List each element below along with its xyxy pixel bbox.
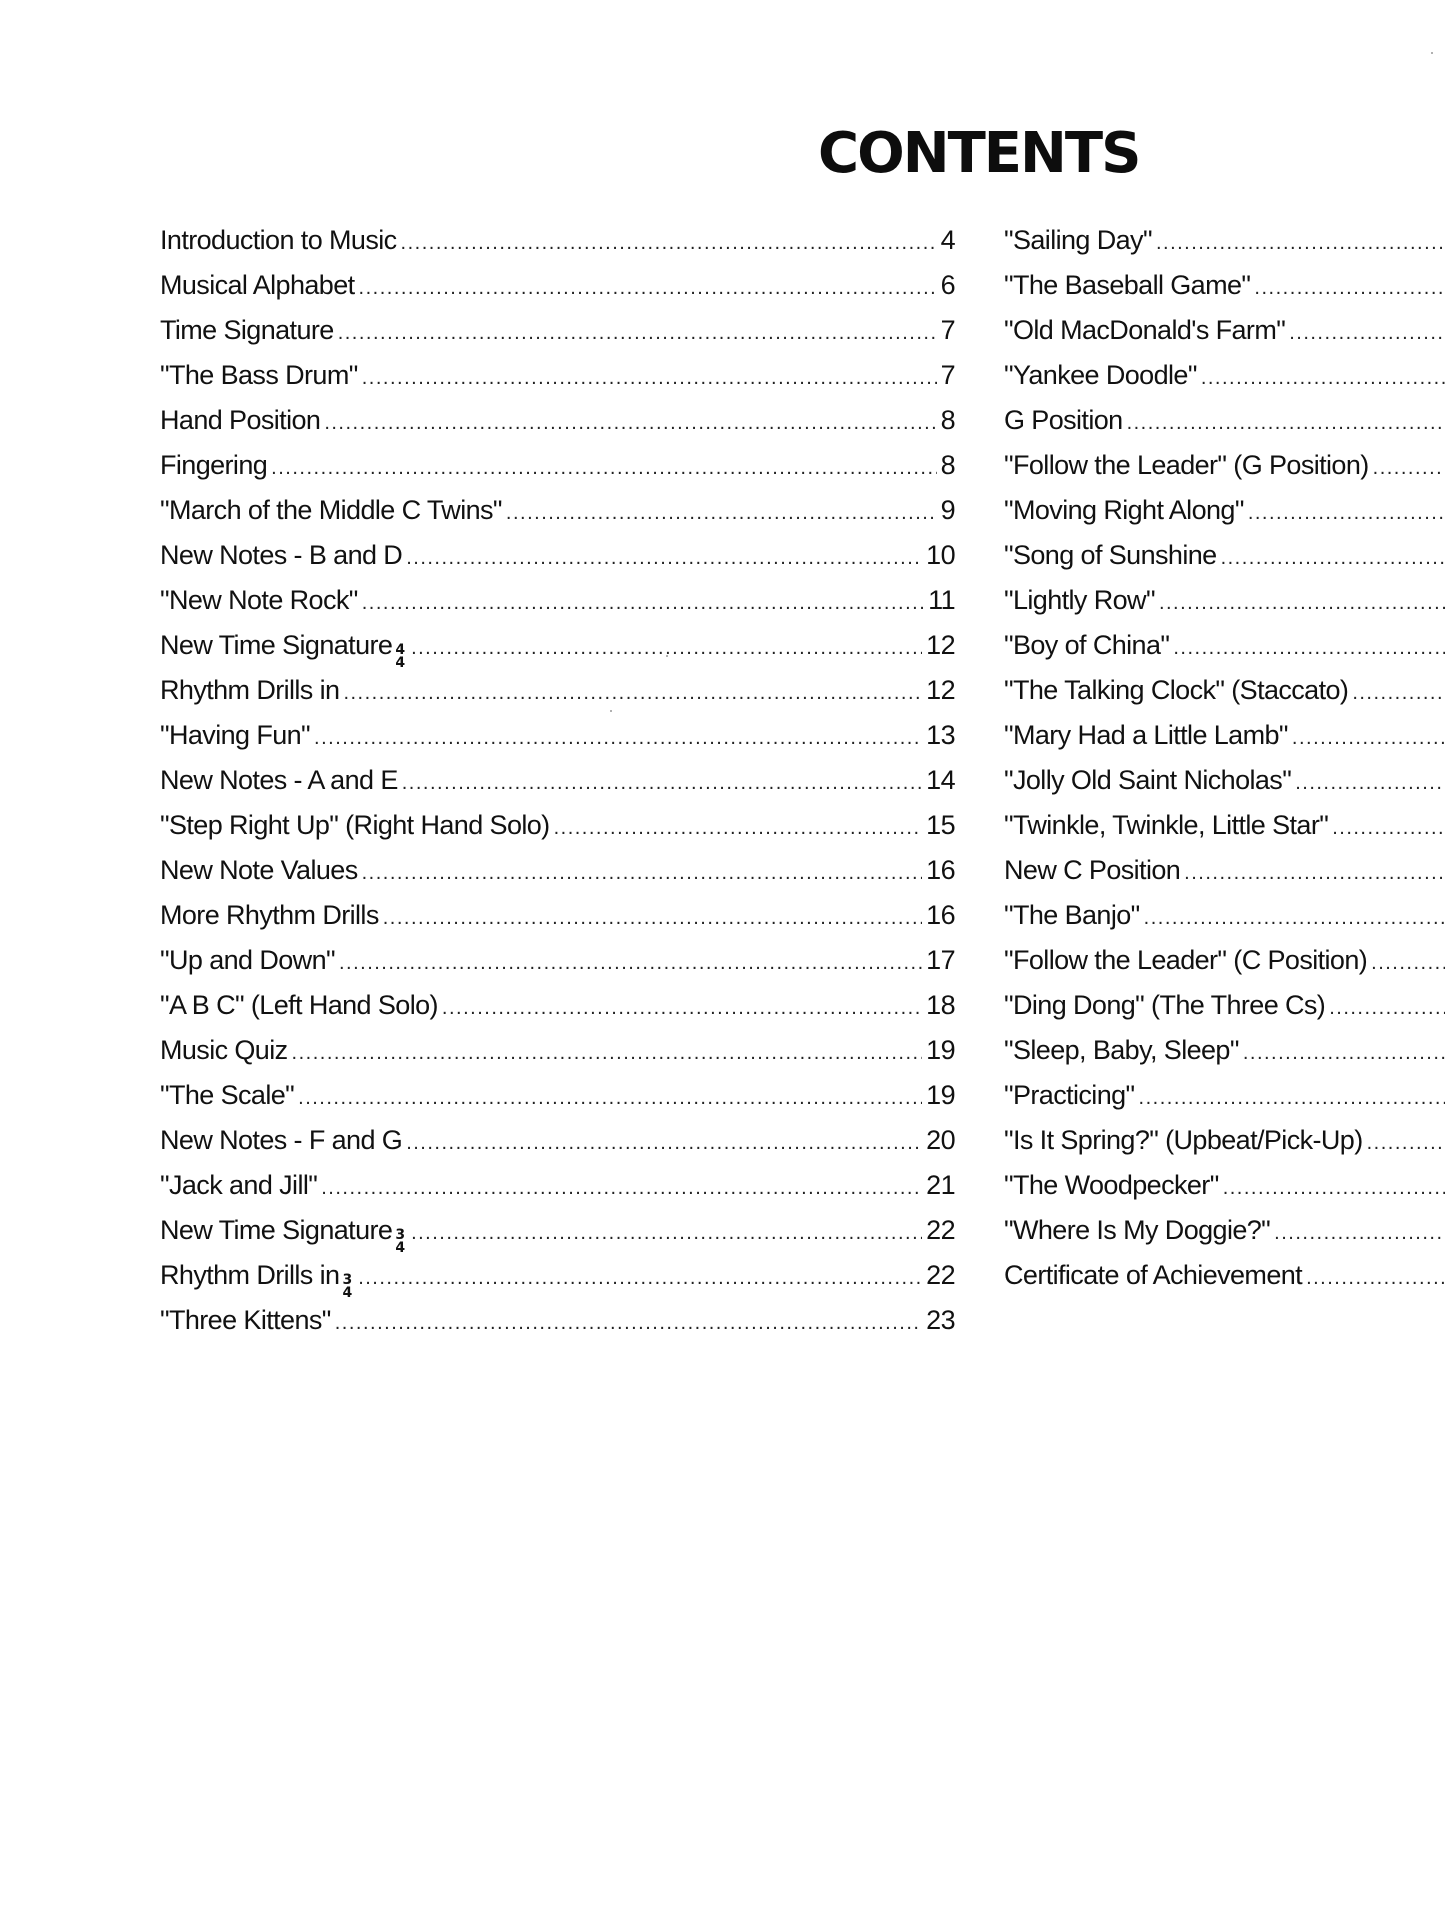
toc-entry-title: "Sailing Day" [1004,225,1152,255]
toc-entry-title: "Boy of China" [1004,630,1170,660]
toc-entry [160,668,955,713]
toc-entry [1004,488,1445,533]
dot-leader [1139,1076,1445,1121]
toc-entry [1004,1163,1445,1208]
toc-entry-title: New Notes - B and D [160,540,403,570]
dot-leader [1127,401,1445,446]
dot-leader [362,581,924,626]
toc-entry-title: "March of the Middle C Twins" [160,495,502,525]
toc-entry-title: "The Bass Drum" [160,360,358,390]
toc-entry-title: Rhythm Drills in [160,1260,340,1290]
toc-page-number: 22 [926,1215,955,1245]
toc-left-column [160,218,955,1343]
toc-entry [160,938,955,983]
toc-entry [1004,578,1445,623]
dot-leader [1295,761,1445,806]
toc-entry-title: "The Scale" [160,1080,295,1110]
toc-entry [160,983,955,1028]
dot-leader [411,1211,922,1256]
toc-entry [160,398,955,443]
toc-page-number: 7 [940,360,955,390]
time-signature-bottom: 4 [342,1285,353,1301]
time-signature-symbol [395,644,405,670]
dot-leader [1254,266,1445,311]
toc-entry [160,578,955,623]
toc-page-number: 16 [926,855,955,885]
toc-entry-title: "Where Is My Doggie?" [1004,1215,1271,1245]
dot-leader [1201,356,1445,401]
toc-page-number: 16 [926,900,955,930]
toc-entry [160,1253,955,1301]
toc-entry [1004,1028,1445,1073]
dot-leader [1248,491,1445,536]
toc-entry-title: "Song of Sunshine [1004,540,1217,570]
toc-entry-title: "Old MacDonald's Farm" [1004,315,1286,345]
toc-page-number: 4 [940,225,955,255]
toc-entry [1004,1073,1445,1118]
dot-leader [271,446,936,491]
toc-page-number: 8 [940,450,955,480]
toc-page-number: 11 [928,585,955,615]
toc-page-number: 14 [926,765,955,795]
toc-entry [160,1163,955,1208]
dot-leader [1156,221,1445,266]
dot-leader [1274,1211,1445,1256]
dot-leader [1292,716,1445,761]
toc-entry-title: New Note Values [160,855,358,885]
toc-entry [1004,803,1445,848]
toc-page-number: 10 [926,540,955,570]
toc-page-number: 21 [926,1170,955,1200]
toc-entry [1004,1118,1445,1163]
toc-entry-title: Certificate of Achievement [1004,1260,1303,1290]
toc-page-number: 13 [926,720,955,750]
toc-entry-title: Music Quiz [160,1035,288,1065]
dot-leader [406,1121,922,1166]
dot-leader [1144,896,1445,941]
toc-page-number: 18 [926,990,955,1020]
toc-entry-title: "Jack and Jill" [160,1170,318,1200]
toc-entry [1004,713,1445,758]
toc-page-number: 19 [926,1035,955,1065]
toc-entry [160,488,955,533]
dot-leader [324,401,936,446]
toc-entry-title: "New Note Rock" [160,585,358,615]
dot-leader [1173,626,1445,671]
toc-entry [1004,308,1445,353]
dot-leader [1367,1121,1445,1166]
toc-entry [160,623,955,671]
toc-entry [1004,1253,1445,1298]
toc-entry [1004,623,1445,668]
toc-entry [160,1073,955,1118]
toc-entry [1004,983,1445,1028]
dot-leader [1329,986,1445,1031]
toc-entry [1004,938,1445,983]
toc-entry [160,758,955,803]
toc-entry-title: New C Position [1004,855,1181,885]
toc-entry-title: "Follow the Leader" (C Position) [1004,945,1368,975]
toc-page-number: 8 [940,405,955,435]
dot-leader [506,491,937,536]
time-signature-top: 3 [342,1272,353,1288]
scan-speck [666,655,668,657]
toc-page-number: 15 [926,810,955,840]
dot-leader [1243,1031,1445,1076]
toc-entry-title: "Up and Down" [160,945,335,975]
toc-entry [1004,533,1445,578]
dot-leader [314,716,922,761]
toc-entry-title: Introduction to Music [160,225,397,255]
scan-speck [1431,52,1433,54]
dot-leader [442,986,922,1031]
toc-entry-title: Hand Position [160,405,321,435]
toc-entry [160,848,955,893]
dot-leader [335,1301,922,1346]
dot-leader [383,896,922,941]
toc-entry-title: Rhythm Drills in [160,675,340,705]
toc-page-number: 23 [926,1305,955,1335]
dot-leader [406,536,922,581]
toc-entry [1004,1208,1445,1253]
dot-leader [1184,851,1445,896]
toc-entry-title: "Ding Dong" (The Three Cs) [1004,990,1326,1020]
toc-entry-title: "Step Right Up" (Right Hand Solo) [160,810,550,840]
toc-entry-title: Time Signature [160,315,334,345]
toc-entry-title: "The Woodpecker" [1004,1170,1219,1200]
toc-entry-title: "Jolly Old Saint Nicholas" [1004,765,1292,795]
dot-leader [402,761,922,806]
dot-leader [362,851,923,896]
dot-leader [362,356,937,401]
toc-entry [160,893,955,938]
toc-page-number: 9 [940,495,955,525]
toc-page-number: 19 [926,1080,955,1110]
dot-leader [359,266,937,311]
toc-entry [160,263,955,308]
toc-page-number: 17 [926,945,955,975]
toc-entry [1004,668,1445,713]
toc-entry [160,443,955,488]
toc-entry-title: New Time Signature [160,630,393,660]
toc-entry-title: "A B C" (Left Hand Solo) [160,990,438,1020]
toc-entry-title: New Notes - A and E [160,765,398,795]
toc-entry-title: Fingering [160,450,268,480]
dot-leader [554,806,923,851]
toc-right-column [1004,218,1445,1298]
toc-entry [1004,893,1445,938]
toc-entry [160,533,955,578]
dot-leader [1223,1166,1445,1211]
dot-leader [343,671,922,716]
toc-page-number: 22 [926,1260,955,1290]
toc-page-number: 6 [940,270,955,300]
toc-entry [160,1028,955,1073]
toc-page-number: 12 [926,630,955,660]
toc-entry-title: "Three Kittens" [160,1305,331,1335]
dot-leader [1371,941,1445,986]
toc-entry-title: "The Banjo" [1004,900,1140,930]
toc-entry [160,1208,955,1256]
toc-page-number: 20 [926,1125,955,1155]
time-signature-symbol [342,1274,352,1300]
toc-entry-title: "Mary Had a Little Lamb" [1004,720,1288,750]
page-title: CONTENTS [818,121,1140,186]
toc-entry-title: "Sleep, Baby, Sleep" [1004,1035,1239,1065]
time-signature-symbol [395,1229,405,1255]
toc-entry-title: "Lightly Row" [1004,585,1155,615]
toc-entry-title: "Having Fun" [160,720,311,750]
dot-leader [1306,1256,1445,1301]
toc-entry [1004,443,1445,488]
dot-leader [1373,446,1445,491]
toc-entry-title: G Position [1004,405,1123,435]
dot-leader [1332,806,1445,851]
toc-entry [160,308,955,353]
toc-entry [1004,353,1445,398]
dot-leader [292,1031,923,1076]
toc-entry [160,353,955,398]
dot-leader [321,1166,922,1211]
time-signature-top: 4 [395,642,406,658]
toc-entry [160,803,955,848]
dot-leader [1221,536,1445,581]
toc-entry-title: "Twinkle, Twinkle, Little Star" [1004,810,1329,840]
toc-entry-title: "Moving Right Along" [1004,495,1244,525]
toc-entry [1004,263,1445,308]
dot-leader [338,311,937,356]
toc-page-number: 12 [926,675,955,705]
toc-entry [160,218,955,263]
toc-entry-title: New Notes - F and G [160,1125,403,1155]
toc-entry [160,1118,955,1163]
dot-leader [1159,581,1445,626]
toc-entry-title: "Is It Spring?" (Upbeat/Pick-Up) [1004,1125,1363,1155]
toc-entry-title: "The Baseball Game" [1004,270,1251,300]
time-signature-bottom: 4 [395,655,406,671]
scan-speck [610,710,612,712]
toc-entry [1004,758,1445,803]
toc-entry-title: "Yankee Doodle" [1004,360,1197,390]
toc-entry-title: New Time Signature [160,1215,393,1245]
dot-leader [411,626,922,671]
time-signature-bottom: 4 [395,1240,406,1256]
dot-leader [401,221,937,266]
toc-entry [1004,398,1445,443]
toc-entry [1004,218,1445,263]
toc-entry-title: "Practicing" [1004,1080,1135,1110]
dot-leader [298,1076,922,1121]
dot-leader [339,941,922,986]
dot-leader [358,1256,922,1301]
toc-page-number: 7 [940,315,955,345]
toc-entry-title: More Rhythm Drills [160,900,379,930]
time-signature-top: 3 [395,1227,406,1243]
toc-entry-title: "Follow the Leader" (G Position) [1004,450,1369,480]
toc-entry-title: "The Talking Clock" (Staccato) [1004,675,1349,705]
toc-entry [160,713,955,758]
toc-entry [1004,848,1445,893]
dot-leader [1289,311,1445,356]
toc-entry [160,1298,955,1343]
toc-entry-title: Musical Alphabet [160,270,355,300]
dot-leader [1352,671,1445,716]
